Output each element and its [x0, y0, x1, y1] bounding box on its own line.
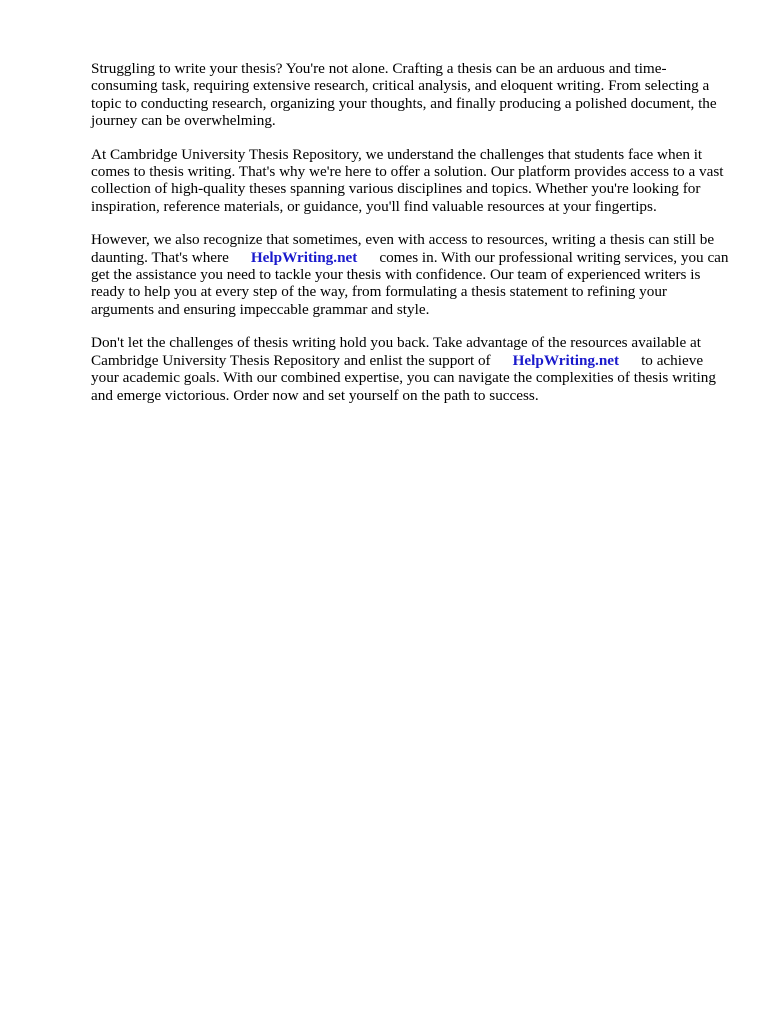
- paragraph-repository: At Cambridge University Thesis Repository, we understand the challenges that students face when it comes to thesis writing. That's why we're here to offer a solution. Our platform provides access to a vast collection of high-quality theses spanning various disciplines and topics. Whether you're looking for inspiration, reference materials, or guidance, you'll find valuable resources at your fingertips.: [91, 145, 724, 215]
- paragraph-text-after-link: to achieve your academic goals. With our combined expertise, you can navigate the complexities of thesis writing and emerge victorious. Order now and set yourself on the path to success.: [91, 351, 716, 404]
- paragraph-text-after-link: comes in. With our professional writing services, you can get the assistance you need to tackle your thesis with confidence. Our team of experienced writers is ready to help you at every step of the way, from formulating a thesis statement to refining your arguments and ensuring impeccable grammar and style.: [91, 248, 729, 318]
- paragraph-writing-service: [91, 231, 731, 318]
- paragraph-text-before-link: However, we also recognize that sometimes, even with access to resources, writing a thesis can still be daunting. That's where: [91, 231, 715, 266]
- paragraph-call-to-action: [91, 334, 731, 404]
- document-body: [91, 60, 731, 420]
- paragraph-text-before-link: Don't let the challenges of thesis writing hold you back. Take advantage of the resources available at Cambridge University Thesis Repository and enlist the support of: [91, 334, 701, 369]
- paragraph-intro: Struggling to write your thesis? You're not alone. Crafting a thesis can be an arduous and time-consuming task, requiring extensive research, critical analysis, and eloquent writing. From selecting a topic to conducting research, organizing your thoughts, and finally producing a polished document, the journey can be overwhelming.: [91, 60, 717, 130]
- helpwriting-link[interactable]: HelpWriting.net: [250, 248, 358, 266]
- helpwriting-link[interactable]: HelpWriting.net: [512, 351, 620, 369]
